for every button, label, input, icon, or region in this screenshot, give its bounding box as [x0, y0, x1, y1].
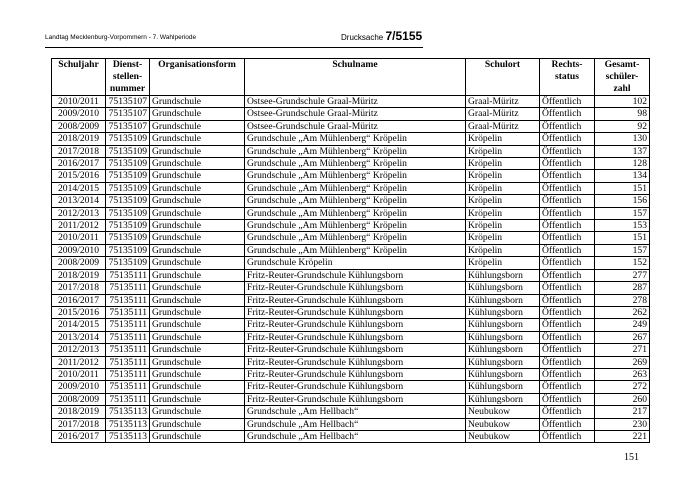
cell-organisationsform: Grundschule: [150, 133, 245, 145]
cell-organisationsform: Grundschule: [150, 244, 245, 256]
cell-gesamtschuelerzahl: 217: [595, 406, 650, 418]
cell-rechtsstatus: Öffentlich: [540, 257, 595, 269]
cell-gesamtschuelerzahl: 263: [595, 368, 650, 380]
cell-schulort: Kühlungsborn: [466, 306, 540, 318]
cell-schulname: Fritz-Reuter-Grundschule Kühlungsborn: [245, 282, 466, 294]
cell-schulort: Kröpelin: [466, 220, 540, 232]
cell-dienststellennummer: 75135113: [106, 430, 150, 442]
cell-schulort: Graal-Müritz: [466, 108, 540, 120]
table-row: [52, 418, 650, 430]
cell-schuljahr: 2009/2010: [52, 244, 106, 256]
table-row: [52, 269, 650, 281]
cell-schulname: Grundschule „Am Mühlenberg“ Kröpelin: [245, 244, 466, 256]
cell-schuljahr: 2012/2013: [52, 207, 106, 219]
cell-gesamtschuelerzahl: 130: [595, 133, 650, 145]
cell-rechtsstatus: Öffentlich: [540, 244, 595, 256]
cell-schulname: Grundschule „Am Hellbach“: [245, 418, 466, 430]
cell-gesamtschuelerzahl: 98: [595, 108, 650, 120]
table-row: [52, 430, 650, 442]
cell-schulort: Neubukow: [466, 418, 540, 430]
cell-dienststellennummer: 75135109: [106, 170, 150, 182]
col-header-schulname: Schulname: [245, 59, 466, 96]
cell-rechtsstatus: Öffentlich: [540, 120, 595, 132]
cell-rechtsstatus: Öffentlich: [540, 331, 595, 343]
col-header-gesamtschuelerzahl: Gesamt- schüler- zahl: [595, 59, 650, 96]
table-row: [52, 244, 650, 256]
cell-schuljahr: 2015/2016: [52, 170, 106, 182]
cell-schulort: Neubukow: [466, 406, 540, 418]
cell-organisationsform: Grundschule: [150, 381, 245, 393]
cell-gesamtschuelerzahl: 153: [595, 220, 650, 232]
cell-schuljahr: 2013/2014: [52, 195, 106, 207]
cell-organisationsform: Grundschule: [150, 182, 245, 194]
cell-dienststellennummer: 75135109: [106, 133, 150, 145]
cell-schulname: Grundschule „Am Mühlenberg“ Kröpelin: [245, 182, 466, 194]
cell-rechtsstatus: Öffentlich: [540, 182, 595, 194]
cell-organisationsform: Grundschule: [150, 356, 245, 368]
cell-gesamtschuelerzahl: 128: [595, 158, 650, 170]
cell-schulort: Kröpelin: [466, 133, 540, 145]
cell-dienststellennummer: 75135111: [106, 319, 150, 331]
cell-rechtsstatus: Öffentlich: [540, 108, 595, 120]
cell-rechtsstatus: Öffentlich: [540, 381, 595, 393]
cell-schulname: Grundschule „Am Mühlenberg“ Kröpelin: [245, 170, 466, 182]
cell-rechtsstatus: Öffentlich: [540, 393, 595, 405]
cell-schulort: Kröpelin: [466, 195, 540, 207]
col-header-rechtsstatus: Rechts- status: [540, 59, 595, 96]
cell-gesamtschuelerzahl: 134: [595, 170, 650, 182]
cell-organisationsform: Grundschule: [150, 257, 245, 269]
cell-schuljahr: 2011/2012: [52, 356, 106, 368]
doc-label: Drucksache: [341, 33, 384, 42]
cell-schuljahr: 2009/2010: [52, 381, 106, 393]
cell-dienststellennummer: 75135111: [106, 269, 150, 281]
cell-schuljahr: 2008/2009: [52, 257, 106, 269]
header-document-number: [341, 29, 422, 43]
cell-schulname: Fritz-Reuter-Grundschule Kühlungsborn: [245, 381, 466, 393]
table-row: [52, 207, 650, 219]
cell-schuljahr: 2014/2015: [52, 319, 106, 331]
table-row: [52, 96, 650, 108]
cell-schulname: Grundschule „Am Hellbach“: [245, 406, 466, 418]
table-row: [52, 294, 650, 306]
cell-organisationsform: Grundschule: [150, 294, 245, 306]
cell-organisationsform: Grundschule: [150, 344, 245, 356]
cell-organisationsform: Grundschule: [150, 319, 245, 331]
cell-rechtsstatus: Öffentlich: [540, 430, 595, 442]
cell-dienststellennummer: 75135111: [106, 356, 150, 368]
cell-organisationsform: Grundschule: [150, 232, 245, 244]
cell-schulort: Kröpelin: [466, 170, 540, 182]
cell-schulname: Grundschule Kröpelin: [245, 257, 466, 269]
cell-organisationsform: Grundschule: [150, 158, 245, 170]
table-row: [52, 257, 650, 269]
cell-schulname: Ostsee-Grundschule Graal-Müritz: [245, 96, 466, 108]
cell-gesamtschuelerzahl: 102: [595, 96, 650, 108]
table-row: [52, 145, 650, 157]
cell-organisationsform: Grundschule: [150, 269, 245, 281]
cell-dienststellennummer: 75135109: [106, 220, 150, 232]
cell-schuljahr: 2010/2011: [52, 96, 106, 108]
cell-organisationsform: Grundschule: [150, 406, 245, 418]
cell-gesamtschuelerzahl: 260: [595, 393, 650, 405]
cell-rechtsstatus: Öffentlich: [540, 294, 595, 306]
cell-schulort: Neubukow: [466, 430, 540, 442]
doc-number: 7/5155: [385, 29, 423, 43]
table-row: [52, 120, 650, 132]
cell-schulname: Fritz-Reuter-Grundschule Kühlungsborn: [245, 331, 466, 343]
table-row: [52, 319, 650, 331]
cell-dienststellennummer: 75135111: [106, 393, 150, 405]
cell-schuljahr: 2008/2009: [52, 393, 106, 405]
table-row: [52, 368, 650, 380]
col-header-organisationsform: Organisationsform: [150, 59, 245, 96]
cell-dienststellennummer: 75135111: [106, 381, 150, 393]
cell-dienststellennummer: 75135109: [106, 158, 150, 170]
cell-schulort: Kühlungsborn: [466, 393, 540, 405]
cell-rechtsstatus: Öffentlich: [540, 344, 595, 356]
cell-schulname: Grundschule „Am Mühlenberg“ Kröpelin: [245, 232, 466, 244]
header-parliament: Landtag Mecklenburg-Vorpommern - 7. Wahlperiode: [45, 34, 197, 41]
cell-organisationsform: Grundschule: [150, 393, 245, 405]
cell-gesamtschuelerzahl: 262: [595, 306, 650, 318]
cell-rechtsstatus: Öffentlich: [540, 406, 595, 418]
cell-schulname: Grundschule „Am Mühlenberg“ Kröpelin: [245, 158, 466, 170]
cell-schulort: Kühlungsborn: [466, 381, 540, 393]
cell-schulort: Kröpelin: [466, 158, 540, 170]
cell-schulname: Grundschule „Am Mühlenberg“ Kröpelin: [245, 220, 466, 232]
cell-rechtsstatus: Öffentlich: [540, 368, 595, 380]
cell-schuljahr: 2010/2011: [52, 232, 106, 244]
cell-gesamtschuelerzahl: 272: [595, 381, 650, 393]
cell-schuljahr: 2010/2011: [52, 368, 106, 380]
cell-schulname: Fritz-Reuter-Grundschule Kühlungsborn: [245, 306, 466, 318]
cell-dienststellennummer: 75135113: [106, 418, 150, 430]
cell-gesamtschuelerzahl: 221: [595, 430, 650, 442]
cell-dienststellennummer: 75135107: [106, 120, 150, 132]
cell-schulname: Fritz-Reuter-Grundschule Kühlungsborn: [245, 393, 466, 405]
cell-schulort: Kröpelin: [466, 145, 540, 157]
cell-organisationsform: Grundschule: [150, 207, 245, 219]
cell-dienststellennummer: 75135109: [106, 207, 150, 219]
col-header-dienststellennummer: Dienst- stellen- nummer: [106, 59, 150, 96]
cell-rechtsstatus: Öffentlich: [540, 158, 595, 170]
cell-rechtsstatus: Öffentlich: [540, 96, 595, 108]
cell-rechtsstatus: Öffentlich: [540, 319, 595, 331]
cell-dienststellennummer: 75135109: [106, 182, 150, 194]
cell-dienststellennummer: 75135113: [106, 406, 150, 418]
cell-schuljahr: 2013/2014: [52, 331, 106, 343]
table-row: [52, 220, 650, 232]
cell-dienststellennummer: 75135111: [106, 344, 150, 356]
table-row: [52, 331, 650, 343]
cell-schuljahr: 2008/2009: [52, 120, 106, 132]
table-row: [52, 306, 650, 318]
school-table: [51, 58, 650, 443]
cell-gesamtschuelerzahl: 157: [595, 207, 650, 219]
cell-dienststellennummer: 75135111: [106, 306, 150, 318]
cell-organisationsform: Grundschule: [150, 195, 245, 207]
cell-schuljahr: 2015/2016: [52, 306, 106, 318]
cell-rechtsstatus: Öffentlich: [540, 195, 595, 207]
cell-gesamtschuelerzahl: 271: [595, 344, 650, 356]
cell-rechtsstatus: Öffentlich: [540, 170, 595, 182]
cell-schulort: Kröpelin: [466, 257, 540, 269]
cell-schulort: Kühlungsborn: [466, 294, 540, 306]
cell-rechtsstatus: Öffentlich: [540, 356, 595, 368]
cell-schulname: Grundschule „Am Mühlenberg“ Kröpelin: [245, 207, 466, 219]
table-row: [52, 356, 650, 368]
cell-schulort: Kröpelin: [466, 182, 540, 194]
cell-schuljahr: 2009/2010: [52, 108, 106, 120]
col-header-schuljahr: Schuljahr: [52, 59, 106, 96]
cell-organisationsform: Grundschule: [150, 331, 245, 343]
cell-gesamtschuelerzahl: 137: [595, 145, 650, 157]
col-header-schulort: Schulort: [466, 59, 540, 96]
cell-schulname: Fritz-Reuter-Grundschule Kühlungsborn: [245, 368, 466, 380]
cell-rechtsstatus: Öffentlich: [540, 220, 595, 232]
cell-dienststellennummer: 75135109: [106, 195, 150, 207]
table-row: [52, 158, 650, 170]
table-row: [52, 108, 650, 120]
cell-schulort: Kühlungsborn: [466, 356, 540, 368]
cell-organisationsform: Grundschule: [150, 108, 245, 120]
cell-rechtsstatus: Öffentlich: [540, 418, 595, 430]
cell-dienststellennummer: 75135109: [106, 244, 150, 256]
cell-organisationsform: Grundschule: [150, 220, 245, 232]
cell-rechtsstatus: Öffentlich: [540, 306, 595, 318]
cell-rechtsstatus: Öffentlich: [540, 232, 595, 244]
cell-schulname: Grundschule „Am Hellbach“: [245, 430, 466, 442]
cell-schulname: Grundschule „Am Mühlenberg“ Kröpelin: [245, 133, 466, 145]
cell-gesamtschuelerzahl: 230: [595, 418, 650, 430]
cell-schulort: Graal-Müritz: [466, 96, 540, 108]
cell-organisationsform: Grundschule: [150, 306, 245, 318]
cell-gesamtschuelerzahl: 151: [595, 232, 650, 244]
cell-dienststellennummer: 75135107: [106, 96, 150, 108]
cell-gesamtschuelerzahl: 151: [595, 182, 650, 194]
cell-schuljahr: 2014/2015: [52, 182, 106, 194]
cell-schuljahr: 2016/2017: [52, 430, 106, 442]
table-row: [52, 232, 650, 244]
cell-gesamtschuelerzahl: 278: [595, 294, 650, 306]
cell-gesamtschuelerzahl: 152: [595, 257, 650, 269]
cell-organisationsform: Grundschule: [150, 120, 245, 132]
table-row: [52, 406, 650, 418]
cell-schuljahr: 2016/2017: [52, 294, 106, 306]
cell-organisationsform: Grundschule: [150, 96, 245, 108]
cell-schuljahr: 2017/2018: [52, 282, 106, 294]
cell-schulname: Grundschule „Am Mühlenberg“ Kröpelin: [245, 145, 466, 157]
cell-schulort: Kühlungsborn: [466, 282, 540, 294]
cell-schuljahr: 2018/2019: [52, 269, 106, 281]
cell-schuljahr: 2017/2018: [52, 145, 106, 157]
cell-schuljahr: 2018/2019: [52, 133, 106, 145]
cell-schulname: Fritz-Reuter-Grundschule Kühlungsborn: [245, 356, 466, 368]
table-row: [52, 133, 650, 145]
cell-schulname: Fritz-Reuter-Grundschule Kühlungsborn: [245, 294, 466, 306]
cell-schulname: Ostsee-Grundschule Graal-Müritz: [245, 120, 466, 132]
cell-dienststellennummer: 75135111: [106, 282, 150, 294]
cell-gesamtschuelerzahl: 157: [595, 244, 650, 256]
cell-schulname: Ostsee-Grundschule Graal-Müritz: [245, 108, 466, 120]
cell-rechtsstatus: Öffentlich: [540, 269, 595, 281]
cell-organisationsform: Grundschule: [150, 418, 245, 430]
table-header-row: [52, 59, 650, 96]
table-row: [52, 344, 650, 356]
cell-gesamtschuelerzahl: 287: [595, 282, 650, 294]
cell-organisationsform: Grundschule: [150, 145, 245, 157]
cell-dienststellennummer: 75135109: [106, 145, 150, 157]
cell-schulname: Fritz-Reuter-Grundschule Kühlungsborn: [245, 319, 466, 331]
cell-schulort: Kühlungsborn: [466, 269, 540, 281]
cell-gesamtschuelerzahl: 277: [595, 269, 650, 281]
page-number: 151: [624, 452, 639, 463]
cell-schuljahr: 2012/2013: [52, 344, 106, 356]
cell-gesamtschuelerzahl: 269: [595, 356, 650, 368]
cell-organisationsform: Grundschule: [150, 282, 245, 294]
cell-gesamtschuelerzahl: 92: [595, 120, 650, 132]
table-row: [52, 381, 650, 393]
table-row: [52, 195, 650, 207]
cell-organisationsform: Grundschule: [150, 430, 245, 442]
cell-schulort: Kühlungsborn: [466, 344, 540, 356]
cell-schulort: Kühlungsborn: [466, 319, 540, 331]
cell-schulname: Fritz-Reuter-Grundschule Kühlungsborn: [245, 269, 466, 281]
cell-schuljahr: 2018/2019: [52, 406, 106, 418]
cell-rechtsstatus: Öffentlich: [540, 133, 595, 145]
cell-gesamtschuelerzahl: 249: [595, 319, 650, 331]
table-row: [52, 182, 650, 194]
cell-schuljahr: 2017/2018: [52, 418, 106, 430]
cell-schulort: Kröpelin: [466, 244, 540, 256]
cell-schulort: Kröpelin: [466, 232, 540, 244]
cell-dienststellennummer: 75135109: [106, 232, 150, 244]
cell-schulname: Grundschule „Am Mühlenberg“ Kröpelin: [245, 195, 466, 207]
cell-organisationsform: Grundschule: [150, 170, 245, 182]
cell-schulort: Kühlungsborn: [466, 368, 540, 380]
cell-dienststellennummer: 75135111: [106, 368, 150, 380]
cell-rechtsstatus: Öffentlich: [540, 145, 595, 157]
table-row: [52, 282, 650, 294]
cell-schuljahr: 2011/2012: [52, 220, 106, 232]
cell-dienststellennummer: 75135111: [106, 294, 150, 306]
table-row: [52, 170, 650, 182]
cell-rechtsstatus: Öffentlich: [540, 207, 595, 219]
cell-organisationsform: Grundschule: [150, 368, 245, 380]
cell-schulort: Kröpelin: [466, 207, 540, 219]
cell-dienststellennummer: 75135107: [106, 108, 150, 120]
cell-dienststellennummer: 75135109: [106, 257, 150, 269]
cell-rechtsstatus: Öffentlich: [540, 282, 595, 294]
cell-schulname: Fritz-Reuter-Grundschule Kühlungsborn: [245, 344, 466, 356]
cell-schulort: Kühlungsborn: [466, 331, 540, 343]
cell-schulort: Graal-Müritz: [466, 120, 540, 132]
cell-schuljahr: 2016/2017: [52, 158, 106, 170]
table-row: [52, 393, 650, 405]
cell-gesamtschuelerzahl: 267: [595, 331, 650, 343]
cell-gesamtschuelerzahl: 156: [595, 195, 650, 207]
header-rule: [45, 47, 423, 48]
cell-dienststellennummer: 75135111: [106, 331, 150, 343]
